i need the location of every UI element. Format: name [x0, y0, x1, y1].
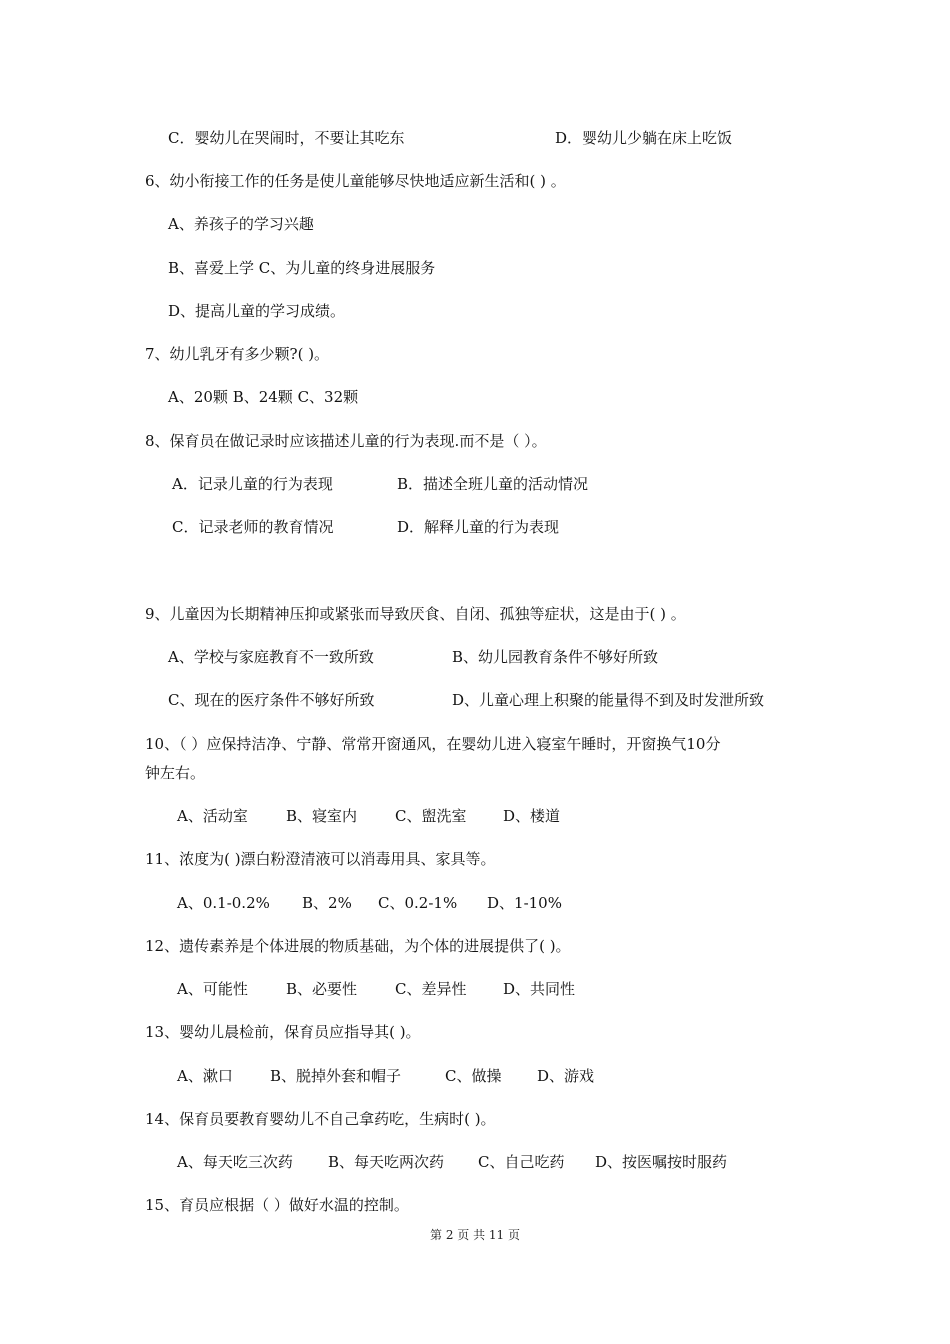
q10-option-b: B、寝室内 [286, 807, 358, 825]
q14-stem: 14、保育员要教育婴幼儿不自己拿药吃，生病时( )。 [145, 1110, 496, 1128]
q10-option-d: D、楼道 [503, 807, 561, 825]
q9-stem: 9、儿童因为长期精神压抑或紧张而导致厌食、自闭、孤独等症状，这是由于( ) 。 [145, 605, 686, 623]
q13-option-c: C、做操 [445, 1067, 502, 1085]
page-number: 第 2 页 共 11 页 [430, 1228, 520, 1242]
q10-option-c: C、盥洗室 [395, 807, 467, 825]
q5-option-d: D．婴幼儿少躺在床上吃饭 [555, 129, 733, 147]
q10-option-a: A、活动室 [177, 807, 248, 825]
q8-option-a: A．记录儿童的行为表现 [172, 475, 333, 493]
q11-option-c: C、0.2-1% [378, 894, 458, 912]
q8-stem: 8、保育员在做记录时应该描述儿童的行为表现.而不是（ ）。 [145, 432, 547, 450]
q10-stem-line2: 钟左右。 [145, 764, 206, 782]
q11-stem: 11、浓度为( )漂白粉澄清液可以消毒用具、家具等。 [145, 850, 496, 868]
q11-option-b: B、2% [302, 894, 352, 912]
q14-option-c: C、自己吃药 [478, 1153, 565, 1171]
q9-option-b: B、幼儿园教育条件不够好所致 [452, 648, 659, 666]
q13-option-d: D、游戏 [537, 1067, 595, 1085]
q9-option-d: D、儿童心理上积聚的能量得不到及时发泄所致 [452, 691, 765, 709]
q14-option-b: B、每天吃两次药 [328, 1153, 445, 1171]
q5-option-c: C．婴幼儿在哭闹时，不要让其吃东 [168, 129, 405, 147]
q6-stem: 6、幼小衔接工作的任务是使儿童能够尽快地适应新生活和( ) 。 [145, 172, 566, 190]
q13-option-a: A、漱口 [177, 1067, 233, 1085]
q12-option-a: A、可能性 [177, 980, 248, 998]
q12-option-d: D、共同性 [503, 980, 576, 998]
q8-option-b: B．描述全班儿童的活动情况 [397, 475, 589, 493]
q14-option-a: A、每天吃三次药 [177, 1153, 293, 1171]
q14-option-d: D、按医嘱按时服药 [595, 1153, 728, 1171]
q6-option-a: A、养孩子的学习兴趣 [168, 215, 314, 233]
q6-option-bc: B、喜爱上学 C、为儿童的终身进展服务 [168, 259, 436, 277]
q11-option-d: D、1-10% [487, 894, 562, 912]
q7-options: A、20颗 B、24颗 C、32颗 [168, 388, 359, 406]
q13-option-b: B、脱掉外套和帽子 [270, 1067, 402, 1085]
q12-stem: 12、遗传素养是个体进展的物质基础，为个体的进展提供了( )。 [145, 937, 571, 955]
q15-stem: 15、育员应根据（ ）做好水温的控制。 [145, 1196, 409, 1214]
q10-stem-line1: 10、（ ）应保持洁净、宁静、常常开窗通风，在婴幼儿进入寝室午睡时，开窗换气10分 [145, 735, 721, 753]
q9-option-c: C、现在的医疗条件不够好所致 [168, 691, 375, 709]
q8-option-d: D．解释儿童的行为表现 [397, 518, 560, 536]
q13-stem: 13、婴幼儿晨检前，保育员应指导其( )。 [145, 1023, 421, 1041]
q9-option-a: A、学校与家庭教育不一致所致 [168, 648, 374, 666]
q12-option-c: C、差异性 [395, 980, 467, 998]
q7-stem: 7、幼儿乳牙有多少颗?( )。 [145, 345, 330, 363]
q8-option-c: C．记录老师的教育情况 [172, 518, 334, 536]
q6-option-d: D、提高儿童的学习成绩。 [168, 302, 346, 320]
q12-option-b: B、必要性 [286, 980, 358, 998]
q11-option-a: A、0.1-0.2% [177, 894, 270, 912]
